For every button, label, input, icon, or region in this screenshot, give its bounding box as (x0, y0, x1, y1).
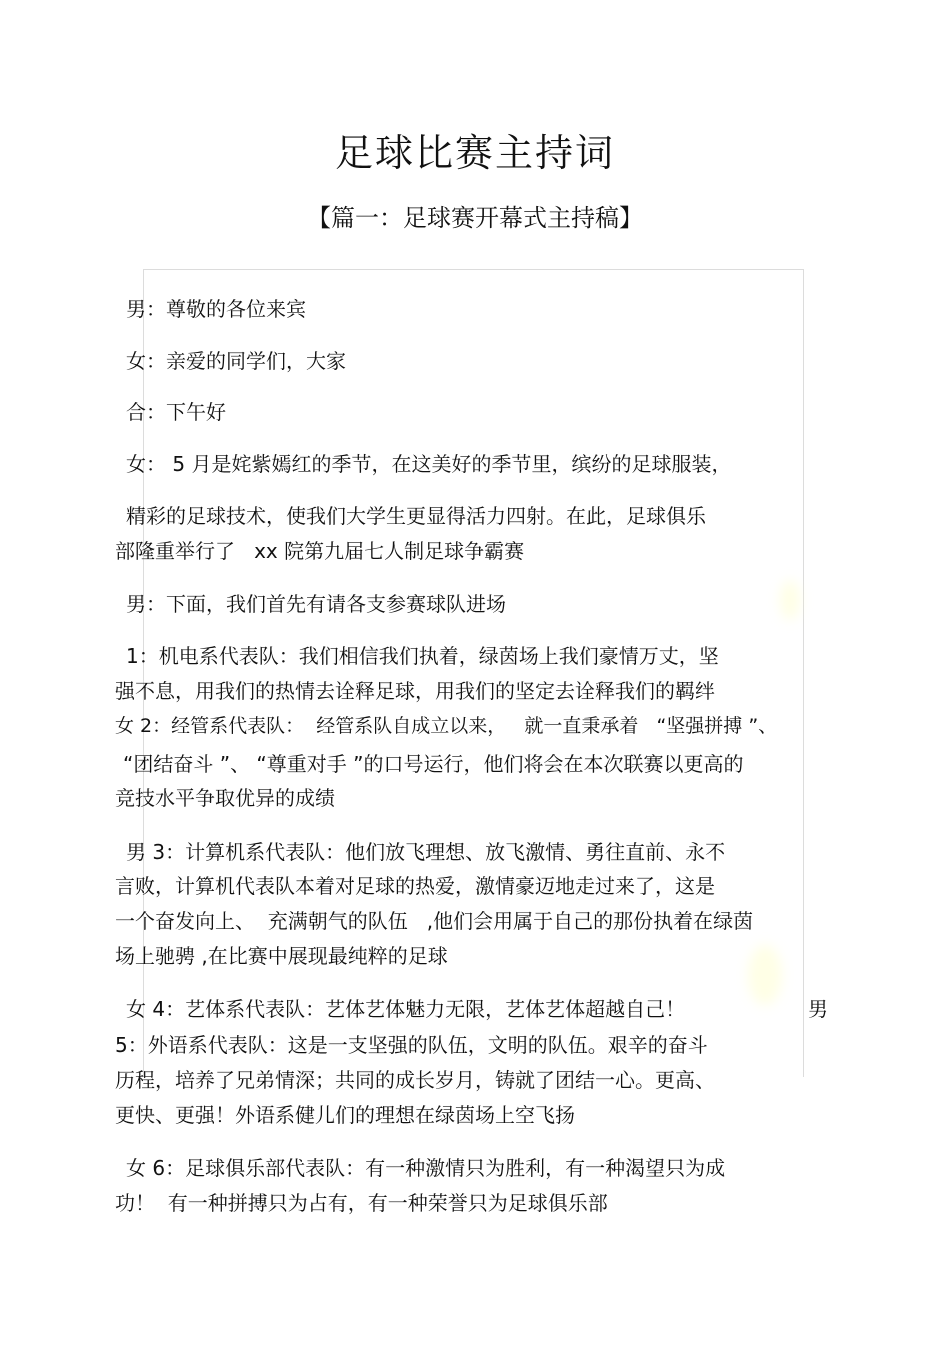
document-subtitle: 【篇一：足球赛开幕式主持稿】 (307, 204, 643, 232)
text-line: 部隆重举行了 xx 院第九届七人制足球争霸赛 (115, 539, 525, 563)
text-line: 女： 5 月是姹紫嫣红的季节，在这美好的季节里，缤纷的足球服装， (126, 452, 732, 476)
text-line: 历程，培养了兄弟情深；共同的成长岁月，铸就了团结一心。更高、 (115, 1068, 715, 1092)
text-line: 场上驰骋 ,在比赛中展现最纯粹的足球 (115, 944, 448, 968)
text-line: “团结奋斗 ”、 “尊重对手 ”的口号运行，他们将会在本次联赛以更高的 (123, 752, 744, 776)
text-line: 更快、更强！外语系健儿们的理想在绿茵场上空飞扬 (115, 1103, 575, 1127)
text-line: 强不息，用我们的热情去诠释足球，用我们的坚定去诠释我们的羁绊 (115, 679, 715, 703)
text-line: 女 4：艺体系代表队：艺体艺体魅力无限，艺体艺体超越自己！ (126, 997, 686, 1021)
text-line: 竞技水平争取优异的成绩 (115, 786, 335, 810)
text-line: 男 3：计算机系代表队：他们放飞理想、放飞激情、勇往直前、永不 (126, 840, 726, 864)
text-line: 女 6：足球俱乐部代表队：有一种激情只为胜利，有一种渴望只为成 (126, 1156, 726, 1180)
document-title: 足球比赛主持词 (334, 131, 615, 175)
text-line: 功！ 有一种拼搏只为占有，有一种荣誉只为足球俱乐部 (115, 1191, 608, 1215)
text-line: 女：亲爱的同学们，大家 (126, 349, 346, 373)
text-line: 言败，计算机代表队本着对足球的热爱，激情豪迈地走过来了，这是 (115, 874, 715, 898)
glare-spot (780, 580, 800, 620)
text-line: 1：机电系代表队：我们相信我们执着，绿茵场上我们豪情万丈，坚 (126, 644, 719, 668)
text-line: 一个奋发向上、 充满朝气的队伍 ,他们会用属于自己的那份执着在绿茵 (115, 909, 754, 933)
text-line: 男：下面，我们首先有请各支参赛球队进场 (126, 592, 506, 616)
text-line: 5：外语系代表队：这是一支坚强的队伍，文明的队伍。艰辛的奋斗 (115, 1033, 708, 1057)
text-line: 男：尊敬的各位来宾 (126, 297, 306, 321)
text-line: 女 2：经管系代表队： 经管系队自成立以来， 就一直秉承着 “坚强拼搏 ”、 (115, 715, 778, 737)
text-line: 精彩的足球技术，使我们大学生更显得活力四射。在此，足球俱乐 (126, 504, 706, 528)
text-line: 合：下午好 (126, 400, 226, 424)
text-line: 男 (808, 997, 828, 1021)
glare-spot (748, 945, 782, 1005)
